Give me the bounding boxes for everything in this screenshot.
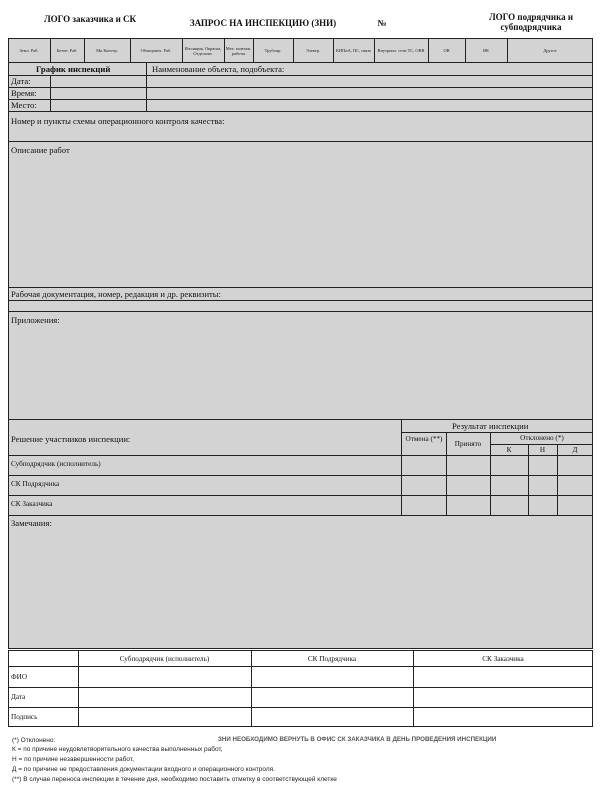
work-category-cell[interactable]: Другое xyxy=(543,48,557,53)
work-category-cell[interactable]: КИПиА, ПС, связь xyxy=(335,48,371,53)
work-description-label: Описание работ xyxy=(11,145,70,155)
work-category-cell[interactable]: Облицовоч. Раб. xyxy=(140,48,172,53)
remarks-field[interactable] xyxy=(8,516,593,649)
category-divider xyxy=(507,38,508,63)
time-label: Время: xyxy=(11,88,37,98)
work-category-cell[interactable]: ОВ xyxy=(443,48,450,53)
work-category-cell[interactable]: Мех. монтаж. работы xyxy=(225,45,252,56)
footer-k-line: К = по причине неудовлетворительного качества выполненных работ, xyxy=(12,746,223,753)
result-accepted-header: Принято xyxy=(454,440,482,448)
work-category-cell[interactable]: ВК xyxy=(483,48,489,53)
work-description-field[interactable] xyxy=(8,142,593,288)
control-scheme-label: Номер и пункты схемы операционного контроля качества: xyxy=(11,116,225,126)
object-name-label: Наименование объекта, подобъекта: xyxy=(152,64,285,74)
participant-subcontractor: Субподрядчик (исполнитель) xyxy=(11,460,101,468)
contractor-logo-text: ЛОГО подрядчика и субподрядчика xyxy=(488,12,574,32)
place-label: Место: xyxy=(11,100,37,110)
sig-row-name: ФИО xyxy=(11,673,28,681)
sig-col-subcontractor: Субподрядчик (исполнитель) xyxy=(119,655,210,663)
sig-row-signature: Подпись xyxy=(11,713,38,721)
decision-label: Решение участников инспекции: xyxy=(11,434,131,444)
category-divider xyxy=(84,38,85,63)
attachments-label: Приложения: xyxy=(11,315,60,325)
category-divider xyxy=(224,38,225,63)
footer-n-line: Н = по причине незавершенности работ, xyxy=(12,756,134,763)
category-divider xyxy=(428,38,429,63)
work-category-cell[interactable]: Мк Констр. xyxy=(96,48,118,53)
footer-rejected-title: (*) Отклонено: xyxy=(12,737,56,744)
category-divider xyxy=(253,38,254,63)
sig-col-customer-qc: СК Заказчика xyxy=(482,655,524,663)
work-category-cell[interactable]: Бетон. Раб. xyxy=(56,48,78,53)
working-docs-label: Рабочая документация, номер, редакция и др. реквизиты: xyxy=(11,289,221,299)
result-cancel-header: Отмена (**) xyxy=(405,435,443,443)
category-divider xyxy=(130,38,131,63)
work-category-cell[interactable]: Внутрипл. сети ТС, ОВВ xyxy=(377,48,425,53)
result-rejected-header: Отклонено (*) xyxy=(520,434,564,442)
participant-contractor-qc: СК Подрядчика xyxy=(11,480,60,488)
customer-logo-text: ЛОГО заказчика и СК xyxy=(43,14,137,24)
schedule-title: График инспекций xyxy=(36,64,111,74)
result-k-header: К xyxy=(506,446,512,454)
number-label: № xyxy=(377,18,387,28)
remarks-label: Замечания: xyxy=(11,518,52,528)
category-divider xyxy=(465,38,466,63)
attachments-field[interactable] xyxy=(8,312,593,420)
sig-col-contractor-qc: СК Подрядчика xyxy=(307,655,357,663)
category-divider xyxy=(293,38,294,63)
work-category-cell[interactable]: Трубопр. xyxy=(264,48,282,53)
sig-row-date: Дата xyxy=(11,693,26,701)
work-category-cell[interactable]: Изоляция, Окраска, Отделочн. xyxy=(184,45,222,56)
category-divider xyxy=(50,38,51,63)
result-d-header: Д xyxy=(572,446,578,454)
footer-notice: ЗНИ НЕОБХОДИМО ВЕРНУТЬ В ОФИС СК ЗАКАЗЧИКА В ДЕНЬ ПРОВЕДЕНИЯ ИНСПЕКЦИИ xyxy=(218,736,497,743)
result-n-header: Н xyxy=(539,446,546,454)
footer-d-line: Д = по причине не предоставления документации входного и операционного контроля. xyxy=(12,766,275,773)
date-label: Дата: xyxy=(11,76,31,86)
footer-note: (**) В случае переноса инспекции в течение дня, необходимо поставить отметку в соответствующей клетке xyxy=(12,776,337,783)
form-title: ЗАПРОС НА ИНСПЕКЦИЮ (ЗНИ) xyxy=(189,18,337,28)
participant-customer-qc: СК Заказчика xyxy=(11,500,53,508)
category-divider xyxy=(333,38,334,63)
work-category-cell[interactable]: Электр. xyxy=(305,48,321,53)
result-title: Результат инспекции xyxy=(452,421,529,431)
category-divider xyxy=(182,38,183,63)
category-divider xyxy=(374,38,375,63)
work-category-cell[interactable]: Земл. Раб. xyxy=(19,48,39,53)
